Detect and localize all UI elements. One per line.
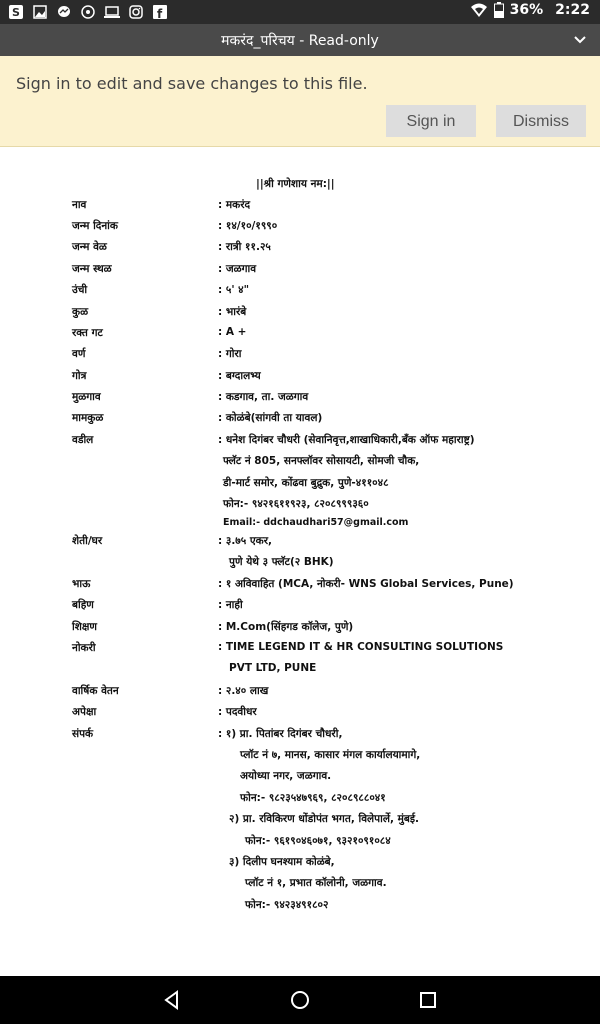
row-value: पुणे येथे ३ फ्लॅट(२ BHK)	[229, 556, 334, 568]
row-label: कुळ	[72, 306, 89, 318]
row-label: जन्म स्थळ	[72, 263, 112, 275]
row-value: : ३.७५ एकर,	[218, 535, 273, 547]
row-label: जन्म वेळ	[72, 241, 107, 253]
row-value: : पदवीधर	[218, 706, 257, 718]
address-text: डी-मार्ट समोर, कोंढवा बुद्रुक, पुणे-४११०४८	[223, 477, 389, 489]
row-value: : धनेश दिगंबर चौधरी (सेवानिवृत्त,शाखाधिकारी,बँक ऑफ महाराष्ट्र)	[218, 434, 475, 446]
row-label: मामकुळ	[72, 412, 104, 424]
contact-text: ३) दिलीप घनश्याम कोळंबे,	[229, 856, 335, 868]
row-label: मुळगाव	[72, 391, 101, 403]
row-value: : १४/१०/१९९०	[218, 220, 278, 232]
recents-icon[interactable]	[416, 988, 440, 1012]
contact-text: फोन:- ९८२३५४७९६९, ८२०८९८८०४१	[240, 792, 386, 804]
row-label: वडील	[72, 434, 94, 446]
s-app-icon	[8, 4, 24, 20]
status-bar	[0, 0, 600, 24]
row-value: : जळगाव	[218, 263, 257, 275]
row-value: : कोळंबे(सांगवी ता यावल)	[218, 412, 323, 424]
screen-icon	[104, 4, 120, 20]
row-value: : TIME LEGEND IT & HR CONSULTING SOLUTIONS	[218, 641, 504, 653]
banner-message: Sign in to edit and save changes to this file.	[16, 74, 368, 93]
row-value: : नाही	[218, 599, 243, 611]
row-value: : १ अविवाहित (MCA, नोकरी- WNS Global Services, Pune)	[218, 578, 514, 590]
row-label: वर्ण	[72, 348, 86, 360]
row-label: रक्त गट	[72, 327, 103, 339]
document-page[interactable]	[0, 148, 600, 976]
contact-text: फोन:- ९६१९०४६०७१, ९३२१०९१०८४	[245, 835, 391, 847]
clock: 2:22	[555, 2, 590, 18]
row-value: : १) प्रा. पितांबर दिगंबर चौधरी,	[218, 728, 343, 740]
doc-heading: ||श्री गणेशाय नम:||	[256, 178, 335, 190]
row-value: PVT LTD, PUNE	[229, 662, 317, 674]
contact-text: २) प्रा. रविकिरण धोंडोपंत भगत, विलेपार्ले, मुंबई.	[229, 813, 420, 825]
battery-icon	[494, 2, 504, 18]
read-only-label: Read-only	[308, 33, 379, 49]
contact-text: फोन:- ९४२३४९१८०२	[245, 899, 329, 911]
sign-in-banner	[0, 56, 600, 147]
address-text: फ्लॅट नं 805, सनफ्लॉवर सोसायटी, सोमजी चौक,	[223, 455, 420, 467]
svg-text:f: f	[157, 7, 163, 19]
row-value: : ५' ४"	[218, 284, 250, 296]
row-value: : बग्दालभ्य	[218, 370, 261, 382]
document-title	[0, 31, 600, 50]
row-value: : मकरंद	[218, 199, 251, 211]
document-title-bar[interactable]	[0, 24, 600, 56]
contact-text: अयोध्या नगर, जळगाव.	[240, 770, 332, 782]
gallery-icon	[32, 4, 48, 20]
row-label: अपेक्षा	[72, 706, 97, 718]
contact-text: प्लॉट नं १, प्रभात कॉलोनी, जळगाव.	[245, 877, 387, 889]
row-value: : M.Com(सिंहगड कॉलेज, पुणे)	[218, 621, 354, 633]
row-label: शिक्षण	[72, 621, 97, 633]
system-nav-bar	[0, 976, 600, 1024]
row-value: : भारंबे	[218, 306, 247, 318]
row-label: उंची	[72, 284, 88, 296]
facebook-icon	[152, 4, 168, 20]
battery-percent: 36%	[509, 2, 544, 18]
svg-text:S: S	[12, 6, 20, 19]
address-text: फोन:- ९४२१६११९२३, ८२०८९९९३६०	[223, 498, 369, 510]
instagram-icon	[128, 4, 144, 20]
row-label: गोत्र	[72, 370, 87, 382]
row-label: शेती/घर	[72, 535, 103, 547]
chevron-down-icon[interactable]	[572, 32, 588, 48]
dismiss-button[interactable]: Dismiss	[496, 105, 586, 137]
row-label: जन्म दिनांक	[72, 220, 118, 232]
messenger-icon	[56, 4, 72, 20]
wifi-icon	[470, 2, 488, 18]
row-label: वार्षिक वेतन	[72, 685, 119, 697]
row-label: बहिण	[72, 599, 94, 611]
file-name: मकरंद_परिचय	[221, 33, 295, 49]
row-label: संपर्क	[72, 728, 94, 740]
row-value: : कडगाव, ता. जळगाव	[218, 391, 309, 403]
row-value: : गोरा	[218, 348, 242, 360]
contact-text: प्लॉट नं ७, मानस, कासार मंगल कार्यालयामागे,	[240, 749, 421, 761]
row-label: भाऊ	[72, 578, 91, 590]
home-icon[interactable]	[288, 988, 312, 1012]
row-label: नाव	[72, 199, 87, 211]
back-icon[interactable]	[160, 988, 184, 1012]
sign-in-button[interactable]: Sign in	[386, 105, 476, 137]
row-label: नोकरी	[72, 642, 96, 654]
row-value: : A +	[218, 326, 247, 338]
title-separator: -	[294, 33, 309, 49]
row-value: : रात्री ११.२५	[218, 241, 271, 253]
row-value: : २.४० लाख	[218, 685, 269, 697]
email-text: Email:- ddchaudhari57@gmail.com	[223, 517, 409, 528]
vpn-icon	[80, 4, 96, 20]
